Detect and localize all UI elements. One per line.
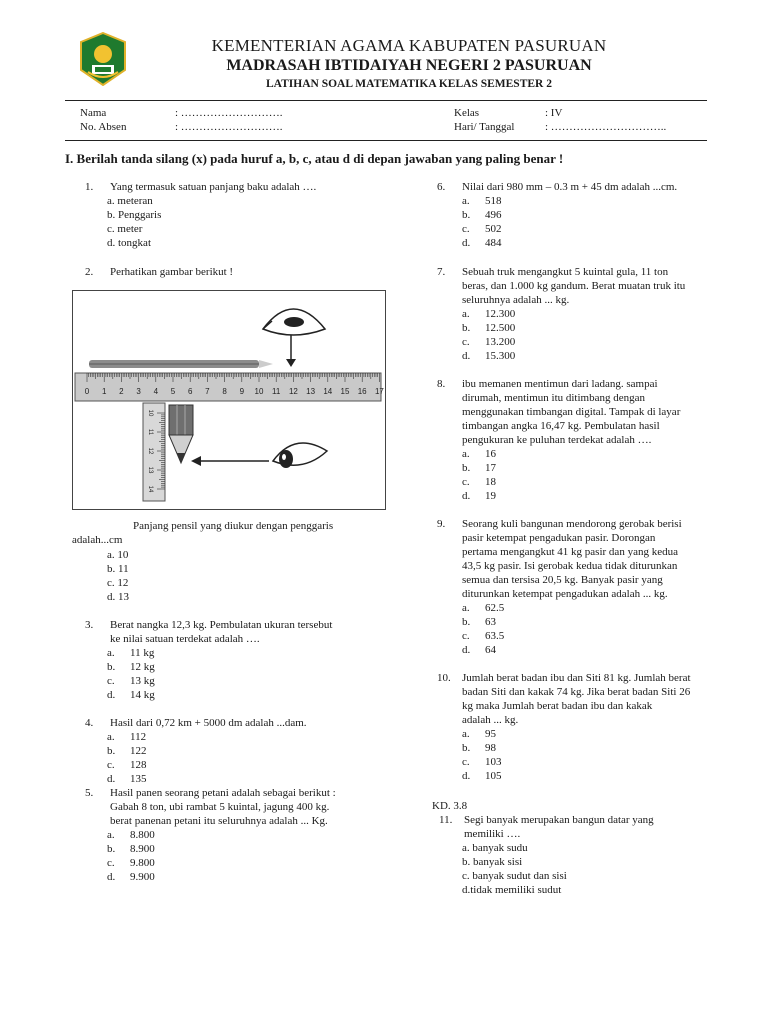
- option-a[interactable]: a. banyak sudu: [462, 842, 528, 854]
- question-text-line4: adalah ... kg.: [462, 714, 519, 726]
- ruler-tick-label: 12: [288, 387, 298, 396]
- question-text: Jumlah berat badan ibu dan Siti 81 kg. Jumlah berat: [462, 672, 691, 684]
- arrow-down-head: [286, 359, 296, 367]
- option-d[interactable]: 9.900: [130, 871, 155, 883]
- question-text: Hasil dari 0,72 km + 5000 dm adalah ...dam.: [110, 717, 307, 729]
- option-a[interactable]: 62.5: [485, 602, 505, 614]
- option-b[interactable]: 12 kg: [130, 661, 155, 673]
- section-instruction: I. Berilah tanda silang (x) pada huruf a, b, c, atau d di depan jawaban yang paling benar !: [65, 151, 564, 166]
- option-b-letter: b.: [462, 462, 471, 474]
- header-school: MADRASAH IBTIDAIYAH NEGERI 2 PASURUAN: [226, 57, 592, 74]
- pencil-horizontal: [89, 360, 273, 368]
- vertical-ruler-tick-label: 14: [147, 485, 153, 493]
- question-number: 9.: [437, 518, 446, 530]
- ruler-tick-label: 5: [170, 387, 176, 396]
- option-b[interactable]: 12.500: [485, 322, 516, 334]
- option-d-letter: d.: [462, 350, 471, 362]
- question-7: [437, 265, 757, 365]
- ruler-tick-label: 16: [357, 387, 367, 396]
- option-d[interactable]: d.tidak memiliki sudut: [462, 884, 562, 896]
- option-a[interactable]: 95: [485, 728, 496, 740]
- ruler-tick-label: 9: [239, 387, 245, 396]
- option-a[interactable]: 12.300: [485, 308, 516, 320]
- option-d[interactable]: d. tongkat: [107, 237, 151, 249]
- question-text-line6: diturunkan ketempat pengadukan adalah ... kg.: [462, 588, 668, 600]
- question-9: [437, 517, 757, 659]
- question-text-line5: pengukuran ke puluhan terdekat adalah ….: [462, 434, 652, 446]
- ruler-tick-label: 8: [222, 387, 227, 396]
- question-number: 8.: [437, 378, 446, 390]
- question-number: 3.: [85, 619, 94, 631]
- option-c-letter: c.: [462, 630, 470, 642]
- ruler-tick-label: 3: [136, 387, 141, 396]
- question-text: Sebuah truk mengangkut 5 kuintal gula, 11 ton: [462, 266, 669, 278]
- header-exam-title: LATIHAN SOAL MATEMATIKA KELAS SEMESTER 2: [266, 78, 552, 90]
- question-text-line2: memiliki ….: [464, 828, 521, 840]
- kelas-field[interactable]: : IV: [545, 107, 563, 119]
- question-10: [437, 671, 757, 785]
- option-c-letter: c.: [462, 476, 470, 488]
- question-text: ibu memanen mentimun dari ladang. sampai: [462, 378, 658, 390]
- ruler-tick-label: 17: [374, 387, 384, 396]
- option-d-letter: d.: [107, 689, 116, 701]
- absen-label: No. Absen: [80, 121, 127, 133]
- option-b-letter: b.: [107, 661, 116, 673]
- question-11: [439, 813, 759, 899]
- ruler-tick-label: 4: [153, 387, 159, 396]
- option-b[interactable]: b. banyak sisi: [462, 856, 523, 868]
- option-b-letter: b.: [462, 742, 471, 754]
- question-text: Berat nangka 12,3 kg. Pembulatan ukuran tersebut: [110, 619, 333, 631]
- option-c-letter: c.: [107, 857, 115, 869]
- option-a-letter: a.: [107, 647, 115, 659]
- option-d[interactable]: 15.300: [485, 350, 516, 362]
- option-d-letter: d.: [462, 644, 471, 656]
- question-number: 7.: [437, 266, 446, 278]
- option-c-letter: c.: [107, 675, 115, 687]
- question-2-option-d[interactable]: d. 13: [107, 591, 129, 603]
- option-b[interactable]: 63: [485, 616, 496, 628]
- option-c[interactable]: 103: [485, 756, 502, 768]
- ruler-tick-label: 2: [119, 387, 124, 396]
- question-text-line2: dirumah, mentimun itu ditimbang dengan: [462, 392, 645, 404]
- question-1: [85, 180, 405, 250]
- option-a-letter: a.: [462, 448, 470, 460]
- arrow-left-head: [191, 456, 201, 466]
- option-b[interactable]: 98: [485, 742, 496, 754]
- question-text-line3: pertama mengangkut 41 kg pasir dan yang kedua: [462, 546, 678, 558]
- ruler-tick-label: 13: [306, 387, 316, 396]
- option-a[interactable]: 112: [130, 731, 147, 743]
- option-d[interactable]: 135: [130, 773, 147, 785]
- question-2-caption-tail: adalah...cm: [72, 534, 123, 546]
- absen-field[interactable]: : ……………………….: [175, 121, 283, 133]
- option-b-letter: b.: [107, 843, 116, 855]
- option-a[interactable]: 16: [485, 448, 496, 460]
- question-text-line2: pasir ketempat pengadukan pasir. Dorongan: [462, 532, 656, 544]
- option-c-letter: c.: [462, 336, 470, 348]
- option-c[interactable]: 18: [485, 476, 496, 488]
- option-b-letter: b.: [107, 745, 116, 757]
- question-number: 4.: [85, 717, 94, 729]
- option-c[interactable]: c. banyak sudut dan sisi: [462, 870, 567, 882]
- ruler-tick-label: 0: [84, 387, 90, 396]
- option-d[interactable]: 105: [485, 770, 502, 782]
- question-text-line2: Gabah 8 ton, ubi rambat 5 kuintal, jagung 400 kg.: [110, 801, 330, 813]
- header-ministry: KEMENTERIAN AGAMA KABUPATEN PASURUAN: [211, 36, 607, 55]
- option-c[interactable]: 502: [485, 223, 502, 235]
- option-d-letter: d.: [462, 237, 471, 249]
- competency-code: KD. 3.8: [432, 800, 468, 812]
- option-b-letter: b.: [462, 322, 471, 334]
- option-d-letter: d.: [462, 770, 471, 782]
- option-c[interactable]: 13 kg: [130, 675, 155, 687]
- vertical-ruler-tick-label: 10: [147, 409, 153, 417]
- option-b-letter: b.: [462, 616, 471, 628]
- question-text-line5: semua dan tersisa 20,5 kg. Banyak pasir yang: [462, 574, 663, 586]
- vertical-ruler-tick-label: 12: [147, 447, 153, 455]
- option-b[interactable]: 8.900: [130, 843, 155, 855]
- question-text-line3: berat panenan petani itu seluruhnya adalah ... Kg.: [110, 815, 328, 827]
- option-a-letter: a.: [462, 602, 470, 614]
- ruler-tick-label: 6: [187, 387, 193, 396]
- option-d-letter: d.: [107, 773, 116, 785]
- question-text: Yang termasuk satuan panjang baku adalah ….: [110, 181, 317, 193]
- ruler-vertical: [143, 403, 165, 501]
- vertical-ruler-tick-label: 11: [147, 428, 153, 436]
- header-divider: [65, 100, 707, 101]
- option-c-letter: c.: [462, 223, 470, 235]
- ruler-tick-label: 15: [340, 387, 350, 396]
- question-number: 5.: [85, 787, 94, 799]
- option-a-letter: a.: [462, 195, 470, 207]
- option-d-letter: d.: [462, 490, 471, 502]
- question-text-line3: seluruhnya adalah ... kg.: [462, 294, 570, 306]
- question-text: Seorang kuli bangunan mendorong gerobak berisi: [462, 518, 682, 530]
- ruler-tick-label: 10: [254, 387, 264, 396]
- question-2-option-b[interactable]: b. 11: [107, 563, 129, 575]
- ruler-tick-label: 7: [205, 387, 210, 396]
- option-a[interactable]: 518: [485, 195, 502, 207]
- option-a[interactable]: 11 kg: [130, 647, 155, 659]
- identity-divider: [65, 140, 707, 141]
- option-a[interactable]: a. meteran: [107, 195, 153, 207]
- question-text-line2: badan Siti dan kakak 74 kg. Jika berat badan Siti 26: [462, 686, 691, 698]
- vertical-ruler-tick-label: 13: [147, 466, 153, 474]
- question-text-line4: timbangan angka 16,47 kg. Pembulatan hasil: [462, 420, 660, 432]
- option-b[interactable]: 17: [485, 462, 496, 474]
- option-d[interactable]: 19: [485, 490, 496, 502]
- hari-label: Hari/ Tanggal: [454, 121, 515, 133]
- question-number: 11.: [439, 814, 453, 826]
- question-text: Nilai dari 980 mm – 0.3 m + 45 dm adalah ...cm.: [462, 181, 678, 193]
- option-b[interactable]: 496: [485, 209, 502, 221]
- option-a-letter: a.: [107, 731, 115, 743]
- option-a-letter: a.: [107, 829, 115, 841]
- option-c[interactable]: 13.200: [485, 336, 516, 348]
- question-5: [85, 786, 415, 886]
- question-2: [85, 265, 405, 281]
- question-text-line4: 43,5 kg pasir. Isi gerobak kedua tidak diturunkan: [462, 560, 678, 572]
- pencil-ruler-figure: [72, 290, 386, 510]
- question-8: [437, 377, 757, 505]
- ruler-tick-label: 14: [323, 387, 333, 396]
- question-text: Perhatikan gambar berikut !: [110, 266, 234, 278]
- option-a-letter: a.: [462, 308, 470, 320]
- question-text-line3: menggunakan timbangan digital. Tampak di layar: [462, 406, 681, 418]
- question-2-option-c[interactable]: c. 12: [107, 577, 129, 589]
- eye-icon-side: [273, 443, 327, 468]
- option-d[interactable]: 484: [485, 237, 502, 249]
- option-c[interactable]: c. meter: [107, 223, 143, 235]
- hari-field[interactable]: : …………………………..: [545, 121, 667, 133]
- option-b[interactable]: 122: [130, 745, 147, 757]
- question-number: 1.: [85, 181, 94, 193]
- option-d-letter: d.: [107, 871, 116, 883]
- kelas-label: Kelas: [454, 107, 480, 119]
- option-c[interactable]: 128: [130, 759, 147, 771]
- question-text-line2: ke nilai satuan terdekat adalah ….: [110, 633, 260, 645]
- option-c-letter: c.: [462, 756, 470, 768]
- nama-field[interactable]: : ……………………….: [175, 107, 283, 119]
- option-b[interactable]: b. Penggaris: [107, 209, 162, 221]
- nama-label: Nama: [80, 107, 107, 119]
- eye-icon-top: [263, 309, 325, 335]
- question-6: [437, 180, 757, 252]
- question-number: 2.: [85, 266, 94, 278]
- ruler-tick-label: 1: [101, 387, 107, 396]
- option-a-letter: a.: [462, 728, 470, 740]
- pencil-vertical: [169, 405, 193, 463]
- question-number: 10.: [437, 672, 451, 684]
- option-c[interactable]: 63.5: [485, 630, 505, 642]
- option-a[interactable]: 8.800: [130, 829, 155, 841]
- option-d[interactable]: 64: [485, 644, 496, 656]
- question-2-option-a[interactable]: a. 10: [107, 549, 129, 561]
- option-d[interactable]: 14 kg: [130, 689, 155, 701]
- option-c[interactable]: 9.800: [130, 857, 155, 869]
- question-text: Hasil panen seorang petani adalah sebagai berikut :: [110, 787, 336, 799]
- ruler-tick-label: 11: [272, 387, 281, 396]
- option-b-letter: b.: [462, 209, 471, 221]
- question-text-line3: kg maka Jumlah berat badan ibu dan kakak: [462, 700, 653, 712]
- question-text: Segi banyak merupakan bangun datar yang: [464, 814, 654, 826]
- option-c-letter: c.: [107, 759, 115, 771]
- question-2-caption: Panjang pensil yang diukur dengan penggaris: [133, 520, 334, 532]
- question-text-line2: beras, dan 1.000 kg gandum. Berat muatan truk itu: [462, 280, 686, 292]
- question-3: [85, 618, 405, 704]
- question-number: 6.: [437, 181, 446, 193]
- question-4: [85, 716, 405, 788]
